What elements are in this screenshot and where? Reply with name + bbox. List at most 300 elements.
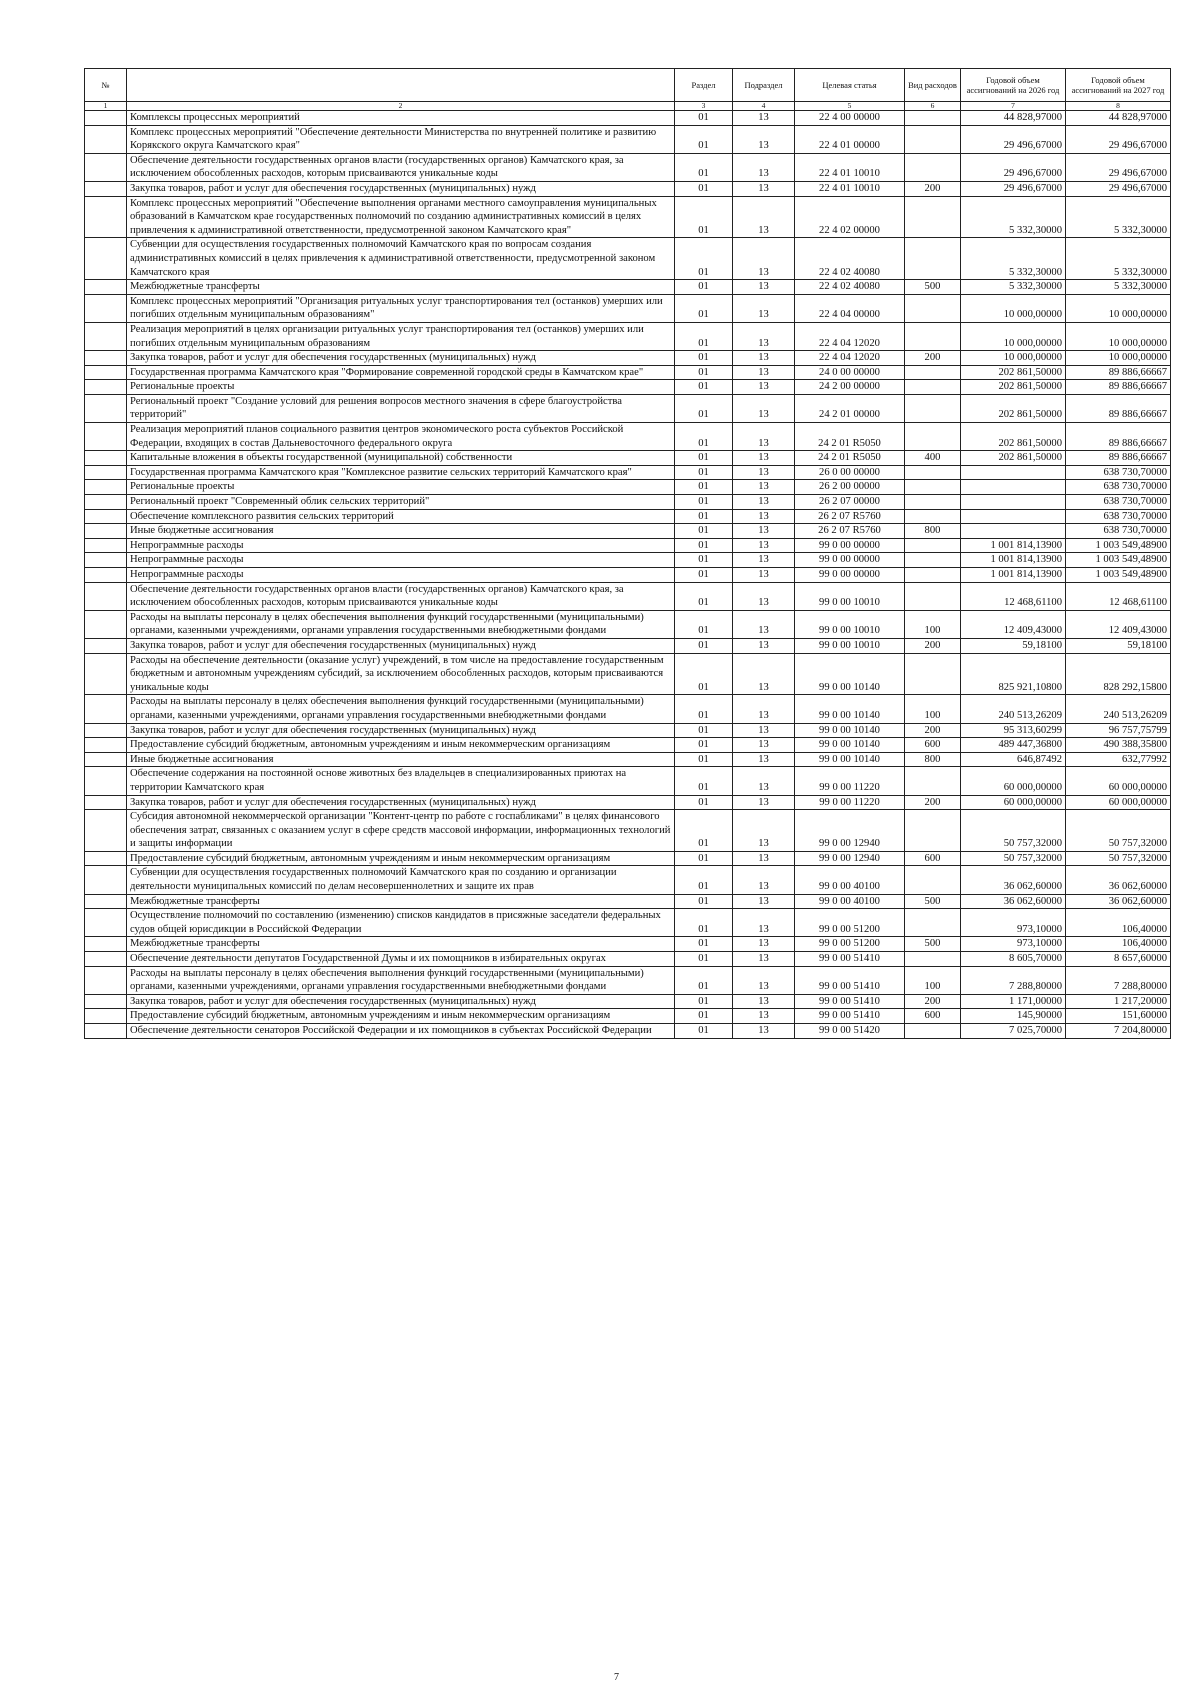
row-number xyxy=(85,723,127,738)
row-number xyxy=(85,568,127,583)
row-amount-2026: 10 000,00000 xyxy=(961,322,1066,350)
table-row xyxy=(85,351,1171,366)
row-number xyxy=(85,553,127,568)
row-razdel: 01 xyxy=(675,1009,733,1024)
row-podrazdel: 13 xyxy=(733,738,795,753)
row-amount-2027: 96 757,75799 xyxy=(1066,723,1171,738)
row-number xyxy=(85,695,127,723)
row-target-article: 99 0 00 10140 xyxy=(795,723,905,738)
row-number xyxy=(85,1024,127,1039)
row-target-article: 99 0 00 10010 xyxy=(795,638,905,653)
row-target-article: 99 0 00 10140 xyxy=(795,695,905,723)
row-amount-2026: 50 757,32000 xyxy=(961,810,1066,852)
row-number xyxy=(85,196,127,238)
row-razdel: 01 xyxy=(675,380,733,395)
row-amount-2026: 202 861,50000 xyxy=(961,365,1066,380)
row-number xyxy=(85,322,127,350)
row-number xyxy=(85,767,127,795)
row-podrazdel: 13 xyxy=(733,795,795,810)
row-podrazdel: 13 xyxy=(733,294,795,322)
row-razdel: 01 xyxy=(675,238,733,280)
row-expense-type: 400 xyxy=(905,451,961,466)
row-amount-2026: 240 513,26209 xyxy=(961,695,1066,723)
row-amount-2026 xyxy=(961,524,1066,539)
row-podrazdel: 13 xyxy=(733,723,795,738)
row-expense-type xyxy=(905,196,961,238)
row-expense-type xyxy=(905,1024,961,1039)
row-target-article: 26 2 00 00000 xyxy=(795,480,905,495)
row-amount-2026: 202 861,50000 xyxy=(961,423,1066,451)
row-target-article: 24 2 01 R5050 xyxy=(795,423,905,451)
row-target-article: 99 0 00 10010 xyxy=(795,610,905,638)
row-name: Предоставление субсидий бюджетным, автономным учреждениям и иным некоммерческим организациям xyxy=(127,851,675,866)
row-amount-2027: 12 409,43000 xyxy=(1066,610,1171,638)
row-amount-2026: 489 447,36800 xyxy=(961,738,1066,753)
row-name: Непрограммные расходы xyxy=(127,568,675,583)
row-target-article: 24 2 01 00000 xyxy=(795,394,905,422)
row-expense-type: 600 xyxy=(905,738,961,753)
row-name: Обеспечение деятельности государственных органов власти (государственных органов) Камчатского края, за исключением обособленных расходов, которым присваиваются уникальные коды xyxy=(127,582,675,610)
row-expense-type xyxy=(905,465,961,480)
row-number xyxy=(85,851,127,866)
row-number xyxy=(85,524,127,539)
row-amount-2027: 1 003 549,48900 xyxy=(1066,568,1171,583)
row-amount-2026: 5 332,30000 xyxy=(961,196,1066,238)
row-expense-type xyxy=(905,582,961,610)
row-amount-2026: 825 921,10800 xyxy=(961,653,1066,695)
row-expense-type: 600 xyxy=(905,1009,961,1024)
row-target-article: 24 2 00 00000 xyxy=(795,380,905,395)
row-amount-2026: 36 062,60000 xyxy=(961,866,1066,894)
row-amount-2027: 7 288,80000 xyxy=(1066,966,1171,994)
row-amount-2026: 60 000,00000 xyxy=(961,767,1066,795)
table-row xyxy=(85,394,1171,422)
table-row xyxy=(85,495,1171,510)
row-expense-type: 800 xyxy=(905,524,961,539)
row-name: Обеспечение деятельности государственных органов власти (государственных органов) Камчатского края, за исключением обособленных расходов, которым присваиваются уникальные коды xyxy=(127,153,675,181)
row-number xyxy=(85,451,127,466)
row-expense-type xyxy=(905,538,961,553)
row-number xyxy=(85,952,127,967)
row-expense-type: 500 xyxy=(905,280,961,295)
row-amount-2026: 36 062,60000 xyxy=(961,894,1066,909)
table-row xyxy=(85,196,1171,238)
row-razdel: 01 xyxy=(675,952,733,967)
column-number: 6 xyxy=(905,102,961,111)
row-razdel: 01 xyxy=(675,394,733,422)
row-amount-2026: 29 496,67000 xyxy=(961,181,1066,196)
row-amount-2027: 490 388,35800 xyxy=(1066,738,1171,753)
row-target-article: 24 2 01 R5050 xyxy=(795,451,905,466)
row-name: Государственная программа Камчатского края "Формирование современной городской среды в Камчатском крае" xyxy=(127,365,675,380)
row-razdel: 01 xyxy=(675,196,733,238)
row-number xyxy=(85,795,127,810)
row-target-article: 99 0 00 51410 xyxy=(795,994,905,1009)
row-razdel: 01 xyxy=(675,181,733,196)
budget-page xyxy=(84,68,1170,1039)
row-amount-2027: 29 496,67000 xyxy=(1066,181,1171,196)
row-expense-type xyxy=(905,125,961,153)
row-razdel: 01 xyxy=(675,365,733,380)
row-razdel: 01 xyxy=(675,524,733,539)
row-amount-2027: 5 332,30000 xyxy=(1066,280,1171,295)
row-expense-type xyxy=(905,553,961,568)
row-amount-2027: 89 886,66667 xyxy=(1066,380,1171,395)
row-amount-2027: 89 886,66667 xyxy=(1066,451,1171,466)
row-target-article: 26 2 07 R5760 xyxy=(795,524,905,539)
row-amount-2026: 5 332,30000 xyxy=(961,280,1066,295)
row-target-article: 99 0 00 11220 xyxy=(795,767,905,795)
row-amount-2027: 240 513,26209 xyxy=(1066,695,1171,723)
row-target-article: 99 0 00 51410 xyxy=(795,1009,905,1024)
row-razdel: 01 xyxy=(675,894,733,909)
row-amount-2026: 29 496,67000 xyxy=(961,125,1066,153)
row-amount-2026: 44 828,97000 xyxy=(961,111,1066,126)
row-number xyxy=(85,937,127,952)
row-razdel: 01 xyxy=(675,465,733,480)
row-amount-2027: 5 332,30000 xyxy=(1066,196,1171,238)
row-razdel: 01 xyxy=(675,538,733,553)
row-podrazdel: 13 xyxy=(733,1009,795,1024)
row-expense-type: 200 xyxy=(905,795,961,810)
row-name: Комплекс процессных мероприятий "Организация ритуальных услуг транспортирования тел (останков) умерших или погибших отдельным муниципальным образованиям" xyxy=(127,294,675,322)
table-row xyxy=(85,1009,1171,1024)
row-podrazdel: 13 xyxy=(733,909,795,937)
header-name xyxy=(127,69,675,102)
table-row xyxy=(85,610,1171,638)
row-amount-2027: 10 000,00000 xyxy=(1066,322,1171,350)
row-number xyxy=(85,111,127,126)
row-amount-2027: 638 730,70000 xyxy=(1066,509,1171,524)
table-row xyxy=(85,851,1171,866)
row-razdel: 01 xyxy=(675,723,733,738)
header-expense-type: Вид расходов xyxy=(905,69,961,102)
row-number xyxy=(85,509,127,524)
row-razdel: 01 xyxy=(675,495,733,510)
row-target-article: 99 0 00 51200 xyxy=(795,909,905,937)
row-expense-type xyxy=(905,568,961,583)
row-expense-type xyxy=(905,153,961,181)
row-name: Закупка товаров, работ и услуг для обеспечения государственных (муниципальных) нужд xyxy=(127,795,675,810)
row-podrazdel: 13 xyxy=(733,638,795,653)
row-name: Предоставление субсидий бюджетным, автономным учреждениям и иным некоммерческим организациям xyxy=(127,738,675,753)
table-row xyxy=(85,322,1171,350)
row-amount-2026: 1 001 814,13900 xyxy=(961,538,1066,553)
table-row xyxy=(85,695,1171,723)
row-podrazdel: 13 xyxy=(733,351,795,366)
table-row xyxy=(85,795,1171,810)
header-volume-2026: Годовой объем ассигнований на 2026 год xyxy=(961,69,1066,102)
row-expense-type xyxy=(905,767,961,795)
row-expense-type: 200 xyxy=(905,994,961,1009)
row-amount-2026: 646,87492 xyxy=(961,752,1066,767)
row-amount-2027: 632,77992 xyxy=(1066,752,1171,767)
row-amount-2026 xyxy=(961,495,1066,510)
header-podrazdel: Подраздел xyxy=(733,69,795,102)
table-row xyxy=(85,952,1171,967)
row-expense-type: 200 xyxy=(905,638,961,653)
row-razdel: 01 xyxy=(675,1024,733,1039)
table-row xyxy=(85,1024,1171,1039)
page-number: 7 xyxy=(614,1672,619,1683)
budget-table xyxy=(84,68,1171,1039)
row-podrazdel: 13 xyxy=(733,966,795,994)
row-razdel: 01 xyxy=(675,111,733,126)
row-podrazdel: 13 xyxy=(733,994,795,1009)
row-razdel: 01 xyxy=(675,638,733,653)
row-target-article: 22 4 01 10010 xyxy=(795,153,905,181)
row-number xyxy=(85,653,127,695)
table-row xyxy=(85,153,1171,181)
row-amount-2027: 12 468,61100 xyxy=(1066,582,1171,610)
header-volume-2027: Годовой объем ассигнований на 2027 год xyxy=(1066,69,1171,102)
row-name: Межбюджетные трансферты xyxy=(127,894,675,909)
row-amount-2027: 151,60000 xyxy=(1066,1009,1171,1024)
row-amount-2026: 10 000,00000 xyxy=(961,294,1066,322)
row-amount-2027: 60 000,00000 xyxy=(1066,795,1171,810)
row-amount-2026: 10 000,00000 xyxy=(961,351,1066,366)
row-target-article: 99 0 00 00000 xyxy=(795,553,905,568)
row-podrazdel: 13 xyxy=(733,423,795,451)
row-name: Субвенции для осуществления государственных полномочий Камчатского края по созданию и организации деятельности муниципальных комиссий по делам несовершеннолетних и защите их прав xyxy=(127,866,675,894)
table-row xyxy=(85,509,1171,524)
row-target-article: 22 4 00 00000 xyxy=(795,111,905,126)
table-row xyxy=(85,966,1171,994)
table-row xyxy=(85,767,1171,795)
table-row xyxy=(85,181,1171,196)
row-target-article: 99 0 00 10140 xyxy=(795,738,905,753)
row-number xyxy=(85,909,127,937)
row-podrazdel: 13 xyxy=(733,365,795,380)
row-expense-type: 600 xyxy=(905,851,961,866)
row-razdel: 01 xyxy=(675,810,733,852)
row-number xyxy=(85,582,127,610)
row-target-article: 99 0 00 12940 xyxy=(795,851,905,866)
row-target-article: 24 0 00 00000 xyxy=(795,365,905,380)
row-expense-type xyxy=(905,111,961,126)
row-amount-2027: 106,40000 xyxy=(1066,937,1171,952)
row-name: Расходы на выплаты персоналу в целях обеспечения выполнения функций государственными (муниципальными) органами, казенными учреждениями, органами управления государственными внебюджетными фондами xyxy=(127,695,675,723)
row-name: Региональный проект "Создание условий для решения вопросов местного значения в сфере благоустройства территорий" xyxy=(127,394,675,422)
row-podrazdel: 13 xyxy=(733,322,795,350)
row-name: Иные бюджетные ассигнования xyxy=(127,524,675,539)
table-row xyxy=(85,125,1171,153)
row-amount-2027: 36 062,60000 xyxy=(1066,866,1171,894)
row-podrazdel: 13 xyxy=(733,937,795,952)
row-amount-2026: 202 861,50000 xyxy=(961,394,1066,422)
row-amount-2027: 89 886,66667 xyxy=(1066,365,1171,380)
row-amount-2026: 7 288,80000 xyxy=(961,966,1066,994)
row-amount-2027: 1 003 549,48900 xyxy=(1066,538,1171,553)
row-name: Комплексы процессных мероприятий xyxy=(127,111,675,126)
row-number xyxy=(85,966,127,994)
row-name: Обеспечение деятельности депутатов Государственной Думы и их помощников в избирательных округах xyxy=(127,952,675,967)
row-amount-2027: 638 730,70000 xyxy=(1066,465,1171,480)
row-name: Комплекс процессных мероприятий "Обеспечение выполнения органами местного самоуправления муниципальных образований в Камчатском крае государственных полномочий по созданию административных комиссий в целях привлечения к административной ответственности, предусмотренной законом Камчатского края" xyxy=(127,196,675,238)
row-expense-type xyxy=(905,394,961,422)
row-target-article: 22 4 04 12020 xyxy=(795,351,905,366)
row-razdel: 01 xyxy=(675,653,733,695)
row-name: Капитальные вложения в объекты государственной (муниципальной) собственности xyxy=(127,451,675,466)
row-number xyxy=(85,610,127,638)
row-expense-type xyxy=(905,509,961,524)
row-number xyxy=(85,125,127,153)
row-name: Региональные проекты xyxy=(127,380,675,395)
row-razdel: 01 xyxy=(675,553,733,568)
row-podrazdel: 13 xyxy=(733,894,795,909)
row-podrazdel: 13 xyxy=(733,111,795,126)
row-amount-2027: 7 204,80000 xyxy=(1066,1024,1171,1039)
row-amount-2026 xyxy=(961,465,1066,480)
row-amount-2026: 1 171,00000 xyxy=(961,994,1066,1009)
row-name: Расходы на выплаты персоналу в целях обеспечения выполнения функций государственными (муниципальными) органами, казенными учреждениями, органами управления государственными внебюджетными фондами xyxy=(127,610,675,638)
row-razdel: 01 xyxy=(675,294,733,322)
row-amount-2027: 1 217,20000 xyxy=(1066,994,1171,1009)
row-target-article: 99 0 00 51200 xyxy=(795,937,905,952)
row-podrazdel: 13 xyxy=(733,509,795,524)
row-podrazdel: 13 xyxy=(733,695,795,723)
row-razdel: 01 xyxy=(675,480,733,495)
table-row xyxy=(85,365,1171,380)
row-amount-2027: 29 496,67000 xyxy=(1066,125,1171,153)
table-row xyxy=(85,894,1171,909)
row-expense-type: 200 xyxy=(905,181,961,196)
row-razdel: 01 xyxy=(675,752,733,767)
row-podrazdel: 13 xyxy=(733,181,795,196)
row-podrazdel: 13 xyxy=(733,480,795,495)
row-amount-2026: 202 861,50000 xyxy=(961,380,1066,395)
row-expense-type: 500 xyxy=(905,894,961,909)
row-number xyxy=(85,380,127,395)
row-number xyxy=(85,994,127,1009)
row-podrazdel: 13 xyxy=(733,451,795,466)
row-podrazdel: 13 xyxy=(733,380,795,395)
row-target-article: 22 4 01 00000 xyxy=(795,125,905,153)
row-number xyxy=(85,810,127,852)
row-expense-type xyxy=(905,365,961,380)
table-row xyxy=(85,451,1171,466)
row-podrazdel: 13 xyxy=(733,196,795,238)
row-number xyxy=(85,465,127,480)
row-name: Реализация мероприятий в целях организации ритуальных услуг транспортирования тел (останков) умерших или погибших отдельным муниципальным образованиям xyxy=(127,322,675,350)
row-razdel: 01 xyxy=(675,509,733,524)
row-podrazdel: 13 xyxy=(733,538,795,553)
row-amount-2026: 202 861,50000 xyxy=(961,451,1066,466)
row-target-article: 99 0 00 00000 xyxy=(795,568,905,583)
row-amount-2027: 10 000,00000 xyxy=(1066,351,1171,366)
row-name: Расходы на выплаты персоналу в целях обеспечения выполнения функций государственными (муниципальными) органами, казенными учреждениями, органами управления государственными внебюджетными фондами xyxy=(127,966,675,994)
row-amount-2027: 638 730,70000 xyxy=(1066,524,1171,539)
row-razdel: 01 xyxy=(675,851,733,866)
header-target-article: Целевая статья xyxy=(795,69,905,102)
row-number xyxy=(85,894,127,909)
row-name: Региональный проект "Современный облик сельских территорий" xyxy=(127,495,675,510)
table-row xyxy=(85,810,1171,852)
row-razdel: 01 xyxy=(675,795,733,810)
row-name: Субсидия автономной некоммерческой организации "Контент-центр по работе с госпабликами" в целях финансового обеспечения затрат, связанных с оказанием услуг в сфере средств массовой информации, информационных технологий и защиты информации xyxy=(127,810,675,852)
row-razdel: 01 xyxy=(675,322,733,350)
row-number xyxy=(85,738,127,753)
row-number xyxy=(85,480,127,495)
row-name: Расходы на обеспечение деятельности (оказание услуг) учреждений, в том числе на предоставление государственным бюджетным и автономным учреждениям субсидий, за исключением обособленных расходов, которым присваиваются уникальные коды xyxy=(127,653,675,695)
row-podrazdel: 13 xyxy=(733,752,795,767)
row-number xyxy=(85,238,127,280)
row-razdel: 01 xyxy=(675,738,733,753)
row-razdel: 01 xyxy=(675,582,733,610)
row-podrazdel: 13 xyxy=(733,568,795,583)
row-amount-2027: 5 332,30000 xyxy=(1066,238,1171,280)
table-row xyxy=(85,937,1171,952)
row-number xyxy=(85,752,127,767)
table-row xyxy=(85,994,1171,1009)
row-razdel: 01 xyxy=(675,909,733,937)
row-target-article: 99 0 00 51420 xyxy=(795,1024,905,1039)
column-numbers-row xyxy=(85,102,1171,111)
row-target-article: 99 0 00 10140 xyxy=(795,752,905,767)
column-number: 1 xyxy=(85,102,127,111)
row-podrazdel: 13 xyxy=(733,851,795,866)
row-expense-type xyxy=(905,238,961,280)
row-target-article: 26 2 07 R5760 xyxy=(795,509,905,524)
row-amount-2026: 50 757,32000 xyxy=(961,851,1066,866)
table-row xyxy=(85,238,1171,280)
row-razdel: 01 xyxy=(675,451,733,466)
row-amount-2027: 8 657,60000 xyxy=(1066,952,1171,967)
table-row xyxy=(85,294,1171,322)
row-razdel: 01 xyxy=(675,767,733,795)
row-amount-2026: 60 000,00000 xyxy=(961,795,1066,810)
row-target-article: 99 0 00 11220 xyxy=(795,795,905,810)
row-name: Обеспечение содержания на постоянной основе животных без владельцев в специализированных приютах на территории Камчатского края xyxy=(127,767,675,795)
row-amount-2027: 50 757,32000 xyxy=(1066,851,1171,866)
row-expense-type: 200 xyxy=(905,351,961,366)
row-podrazdel: 13 xyxy=(733,866,795,894)
row-target-article: 22 4 02 40080 xyxy=(795,238,905,280)
row-podrazdel: 13 xyxy=(733,125,795,153)
row-target-article: 99 0 00 40100 xyxy=(795,866,905,894)
row-name: Комплекс процессных мероприятий "Обеспечение деятельности Министерства по внутренней политике и развитию Корякского округа Камчатского края" xyxy=(127,125,675,153)
row-name: Обеспечение комплексного развития сельских территорий xyxy=(127,509,675,524)
row-razdel: 01 xyxy=(675,280,733,295)
row-razdel: 01 xyxy=(675,568,733,583)
row-number xyxy=(85,866,127,894)
row-number xyxy=(85,1009,127,1024)
row-name: Осуществление полномочий по составлению (изменению) списков кандидатов в присяжные заседатели федеральных судов общей юрисдикции в Российской Федерации xyxy=(127,909,675,937)
row-target-article: 99 0 00 10140 xyxy=(795,653,905,695)
row-amount-2027: 44 828,97000 xyxy=(1066,111,1171,126)
row-number xyxy=(85,280,127,295)
row-name: Закупка товаров, работ и услуг для обеспечения государственных (муниципальных) нужд xyxy=(127,994,675,1009)
row-amount-2027: 828 292,15800 xyxy=(1066,653,1171,695)
row-number xyxy=(85,638,127,653)
row-amount-2026: 973,10000 xyxy=(961,937,1066,952)
row-expense-type xyxy=(905,294,961,322)
row-name: Закупка товаров, работ и услуг для обеспечения государственных (муниципальных) нужд xyxy=(127,181,675,196)
row-podrazdel: 13 xyxy=(733,495,795,510)
row-razdel: 01 xyxy=(675,994,733,1009)
row-target-article: 99 0 00 40100 xyxy=(795,894,905,909)
row-expense-type: 500 xyxy=(905,937,961,952)
table-body xyxy=(85,111,1171,1039)
row-amount-2026: 29 496,67000 xyxy=(961,153,1066,181)
column-number: 4 xyxy=(733,102,795,111)
column-number: 2 xyxy=(127,102,675,111)
row-name: Непрограммные расходы xyxy=(127,538,675,553)
row-target-article: 22 4 01 10010 xyxy=(795,181,905,196)
row-amount-2026: 8 605,70000 xyxy=(961,952,1066,967)
table-row xyxy=(85,738,1171,753)
row-target-article: 22 4 04 00000 xyxy=(795,294,905,322)
